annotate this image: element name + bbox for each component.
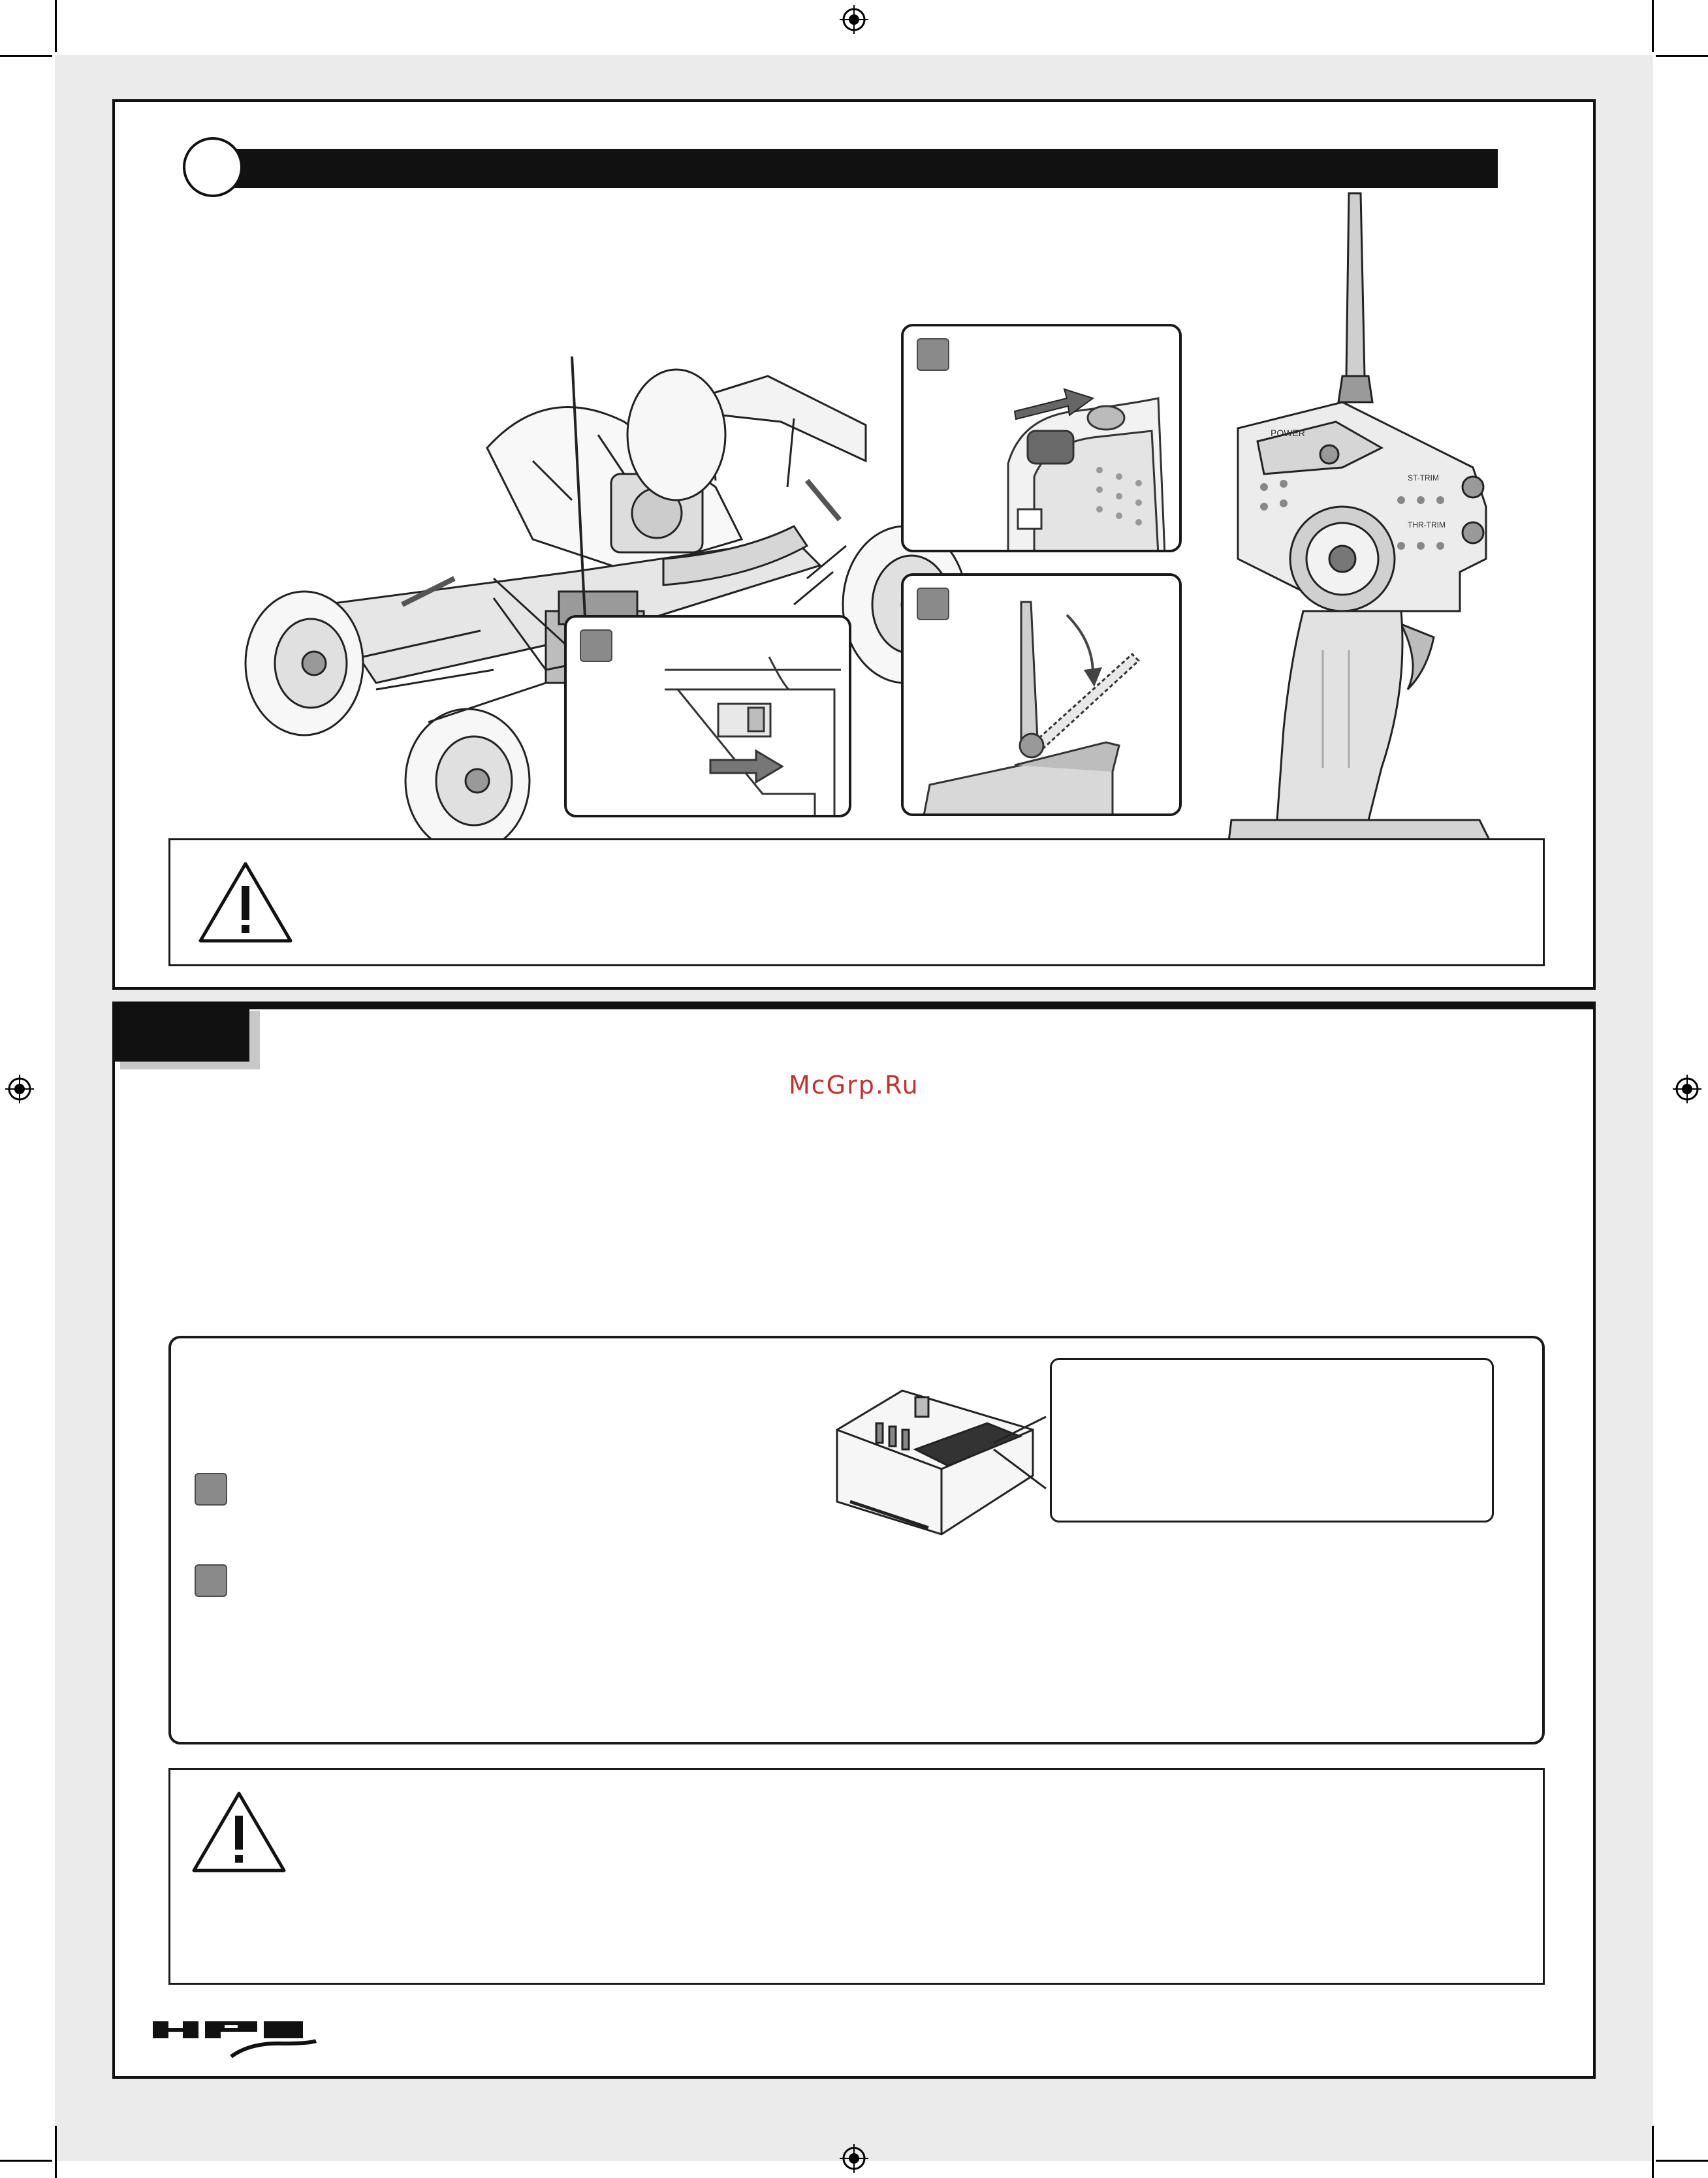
st-trim-label: ST-TRIM bbox=[1408, 473, 1439, 482]
receiver-info-box bbox=[168, 1336, 1545, 1744]
warning-box-2 bbox=[168, 1768, 1545, 1985]
receiver-substep-1-badge bbox=[195, 1473, 227, 1506]
crop-mark bbox=[1656, 55, 1708, 57]
receiver-substep-2-badge bbox=[195, 1564, 227, 1597]
warning-box-1 bbox=[168, 838, 1545, 966]
crop-mark bbox=[1656, 2160, 1708, 2162]
section-two-panel bbox=[112, 1002, 1596, 2079]
crop-mark bbox=[55, 2126, 57, 2178]
step-number-circle bbox=[183, 137, 243, 197]
receiver-illustration bbox=[824, 1371, 1059, 1560]
transmitter-illustration bbox=[1212, 193, 1512, 918]
crop-mark bbox=[0, 2160, 52, 2162]
crop-mark bbox=[0, 55, 52, 57]
section-tab bbox=[112, 1007, 249, 1062]
receiver-callout-box bbox=[1050, 1358, 1494, 1523]
section-header-bar bbox=[219, 149, 1498, 188]
substep-2-panel bbox=[901, 324, 1182, 552]
registration-mark-icon bbox=[840, 5, 868, 34]
transmitter-switch-illustration bbox=[904, 326, 1182, 552]
warning-triangle-icon bbox=[197, 860, 294, 945]
hpi-racing-logo bbox=[153, 2017, 323, 2063]
warning-triangle-icon bbox=[190, 1790, 288, 1874]
th-trim-label: THR-TRIM bbox=[1408, 520, 1446, 529]
section-one-panel bbox=[112, 99, 1596, 990]
power-label: POWER bbox=[1271, 428, 1305, 438]
substep-3-panel bbox=[901, 573, 1182, 816]
crop-mark bbox=[1652, 0, 1654, 52]
crop-mark bbox=[55, 0, 57, 52]
registration-mark-icon bbox=[5, 1075, 34, 1103]
watermark-text: McGrp.Ru bbox=[789, 1071, 919, 1099]
crop-mark bbox=[1652, 2126, 1654, 2178]
receiver-switch-illustration bbox=[567, 618, 851, 817]
antenna-illustration bbox=[904, 576, 1182, 816]
registration-mark-icon bbox=[1673, 1075, 1701, 1103]
registration-mark-icon bbox=[840, 2144, 868, 2173]
substep-1-panel bbox=[564, 615, 851, 817]
